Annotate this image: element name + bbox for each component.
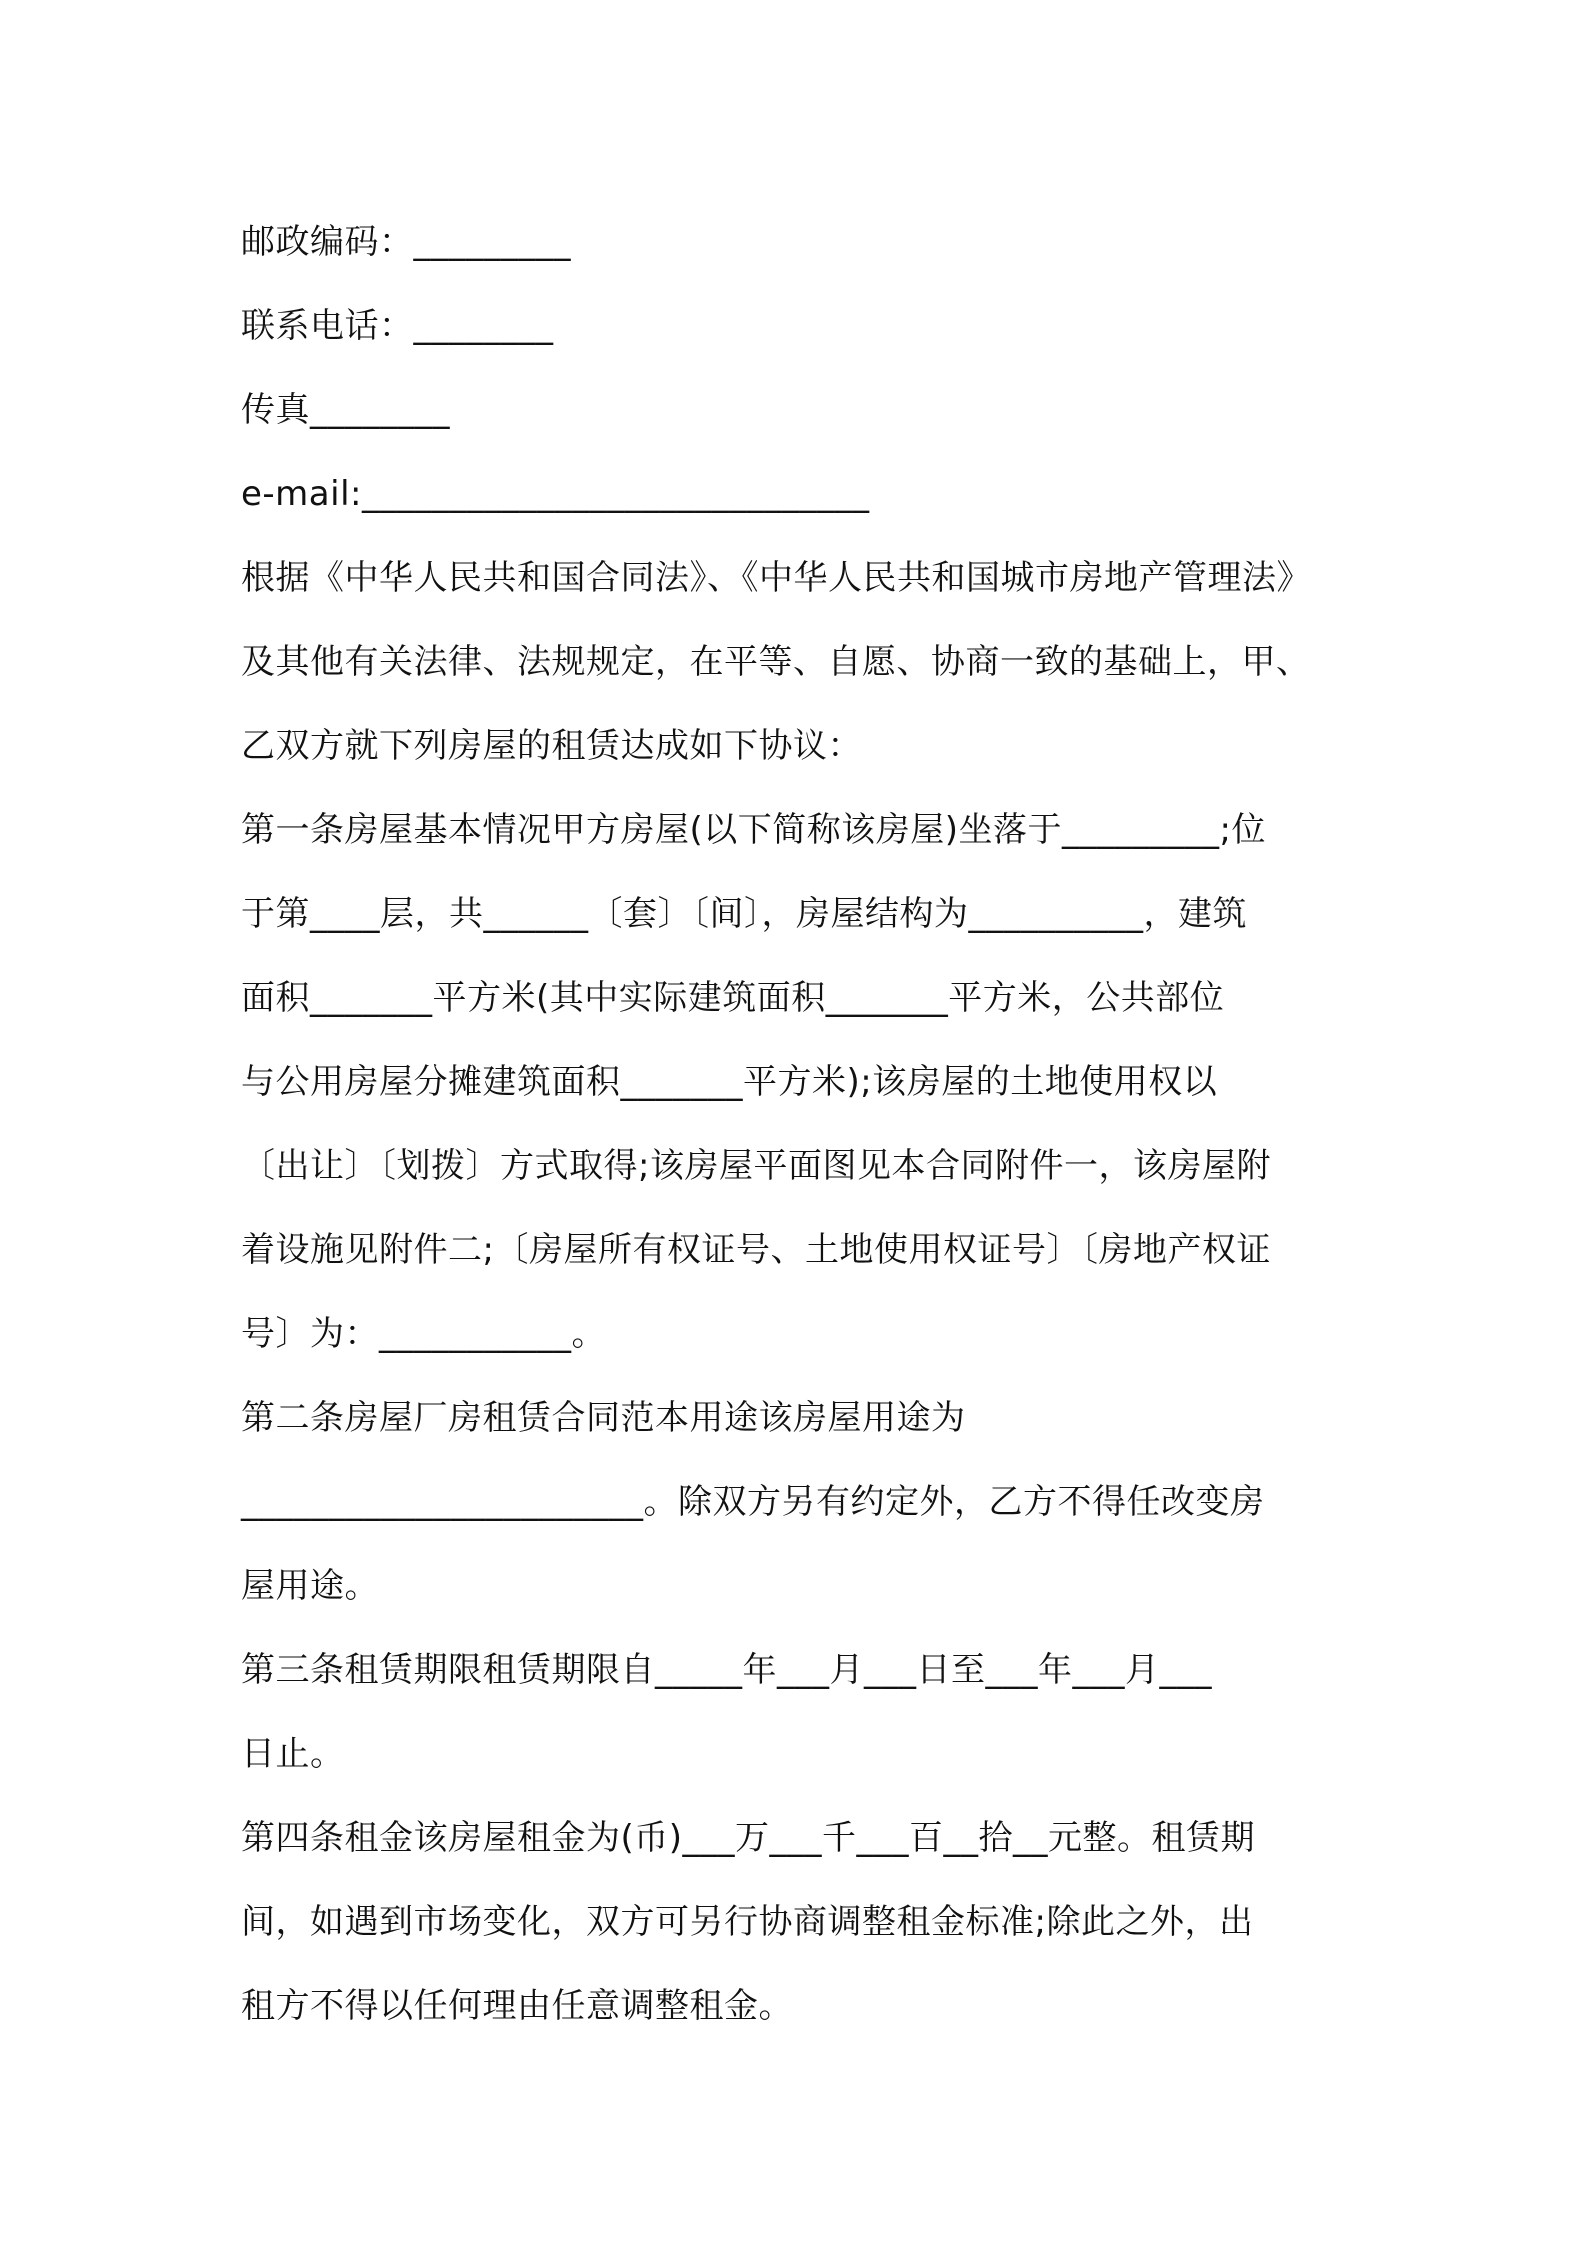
paragraph-line: 日止。: [241, 1734, 345, 1774]
article-3-paragraph: [241, 1628, 1361, 1796]
paragraph-line: 第三条租赁期限租赁期限自_____年___月___日至___年___月___: [241, 1650, 1212, 1690]
paragraph-line: 第四条租金该房屋租金为(币)___万___千___百__拾__元整。租赁期: [241, 1818, 1256, 1858]
paragraph-line: 租方不得以任何理由任意调整租金。: [241, 1986, 793, 2026]
paragraph-line: 着设施见附件二;〔房屋所有权证号、土地使用权证号〕〔房地产权证: [241, 1230, 1271, 1270]
preamble-paragraph: [241, 536, 1361, 788]
paragraph-line: 间，如遇到市场变化，双方可另行协商调整租金标准;除此之外，出: [241, 1902, 1254, 1942]
paragraph-line: 第一条房屋基本情况甲方房屋(以下简称该房屋)坐落于_________;位: [241, 810, 1266, 850]
paragraph-line: 号〕为：___________。: [241, 1314, 606, 1354]
paragraph-line: 根据《中华人民共和国合同法》、《中华人民共和国城市房地产管理法》: [241, 558, 1311, 598]
phone-field: 联系电话：________: [241, 306, 554, 346]
article-4-paragraph: [241, 1796, 1361, 2048]
paragraph-line: _______________________。除双方另有约定外，乙方不得任改变房: [241, 1482, 1265, 1522]
paragraph-line: 〔出让〕〔划拨〕方式取得;该房屋平面图见本合同附件一，该房屋附: [241, 1146, 1271, 1186]
paragraph-line: 及其他有关法律、法规规定，在平等、自愿、协商一致的基础上，甲、: [241, 642, 1311, 682]
paragraph-line: 面积_______平方米(其中实际建筑面积_______平方米，公共部位: [241, 978, 1225, 1018]
paragraph-line: 与公用房屋分摊建筑面积_______平方米);该房屋的土地使用权以: [241, 1062, 1218, 1102]
article-2-paragraph: [241, 1376, 1361, 1628]
paragraph-line: 于第____层，共______〔套〕〔间〕，房屋结构为__________，建筑: [241, 894, 1247, 934]
contract-body: [241, 200, 1361, 2048]
email-field: e-mail:_____________________________: [241, 474, 870, 514]
paragraph-line: 屋用途。: [241, 1566, 379, 1606]
fax-field: 传真________: [241, 390, 450, 430]
paragraph-line: 乙双方就下列房屋的租赁达成如下协议：: [241, 726, 862, 766]
postal-code-field: 邮政编码：_________: [241, 222, 571, 262]
article-1-paragraph: [241, 788, 1361, 1376]
paragraph-line: 第二条房屋厂房租赁合同范本用途该房屋用途为: [241, 1398, 966, 1438]
